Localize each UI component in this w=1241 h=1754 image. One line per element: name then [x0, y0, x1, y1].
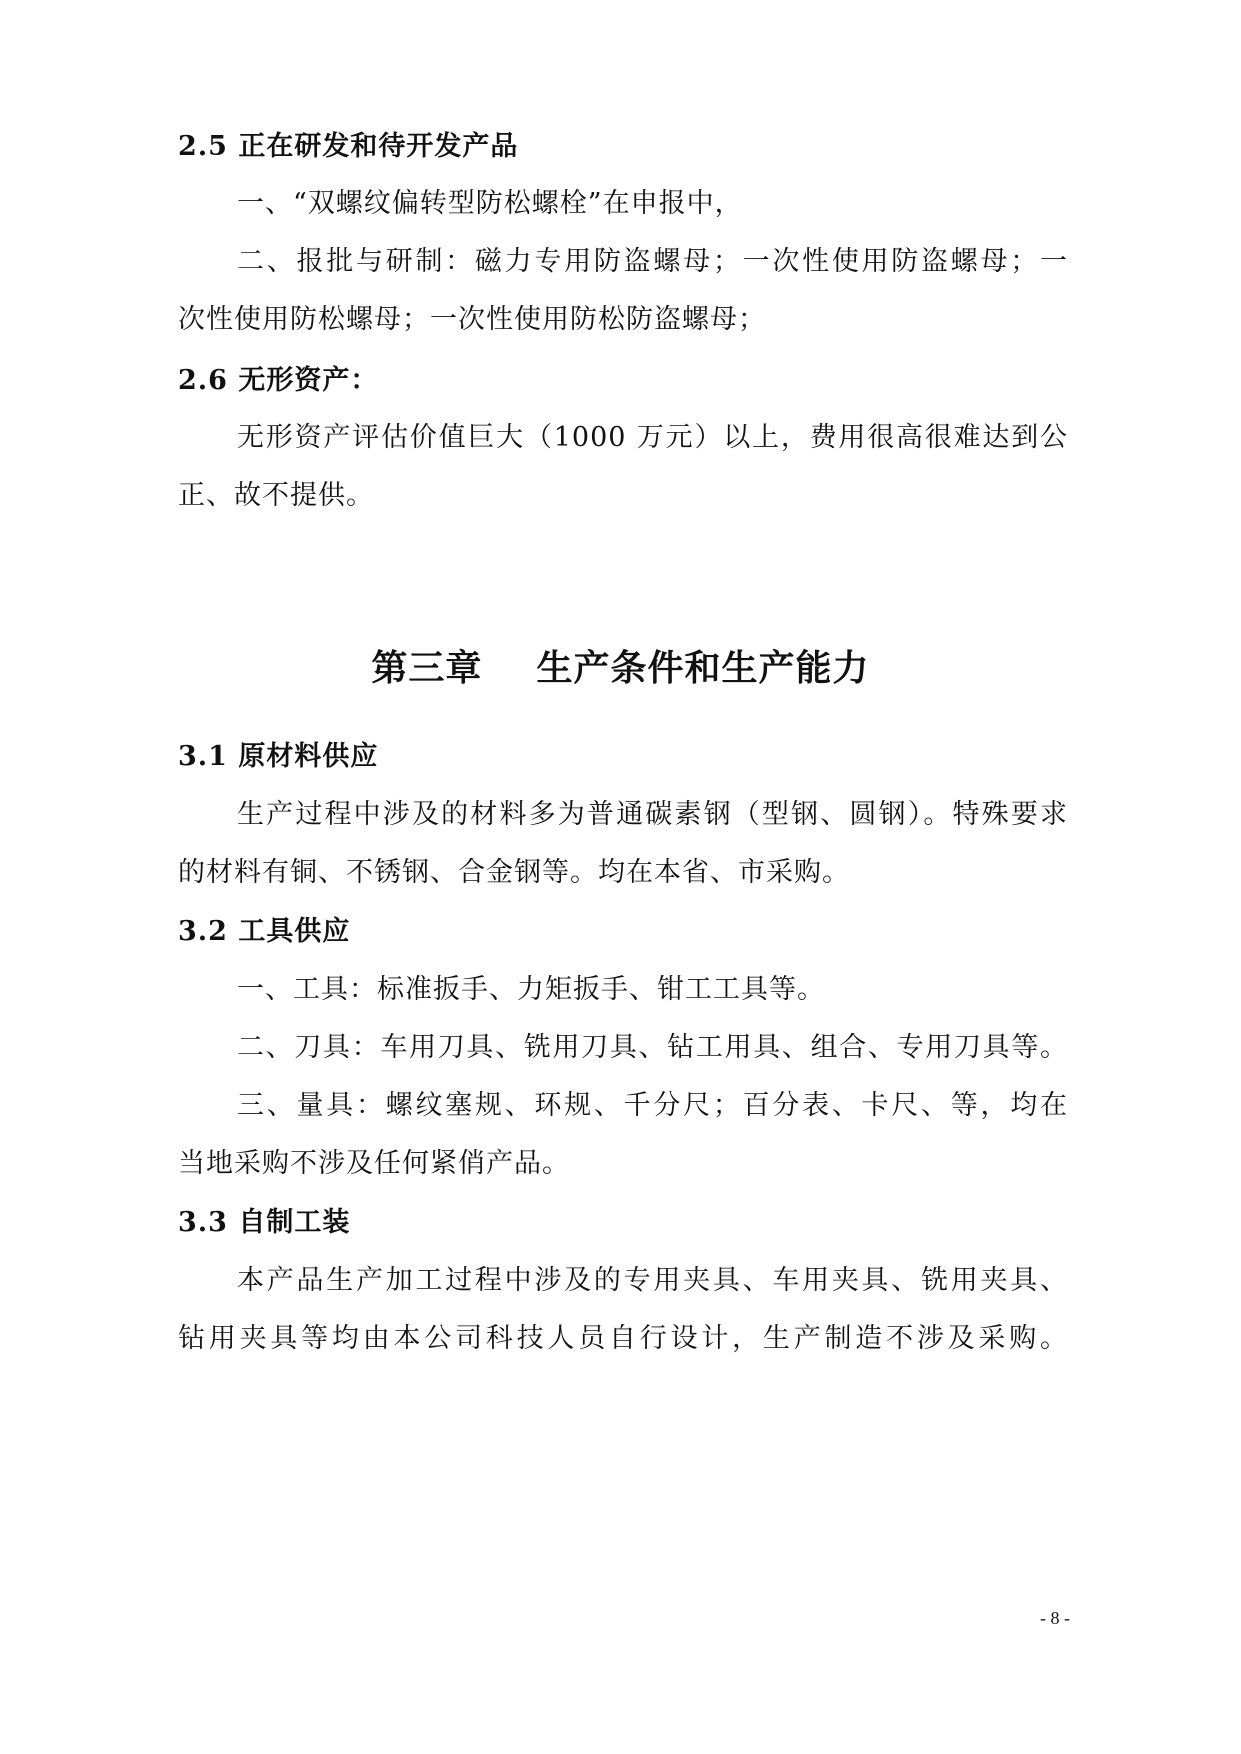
section-heading-2-5: 2.5 正在研发和待开发产品 — [178, 131, 519, 162]
paragraph-3-3-line-1: 本产品生产加工过程中涉及的专用夹具、车用夹具、铣用夹具、 — [237, 1265, 1068, 1296]
paragraph-3-3-line-2: 钻用夹具等均由本公司科技人员自行设计，生产制造不涉及采购。 — [178, 1323, 1068, 1354]
paragraph-2-6-line-2: 正、故不提供。 — [178, 480, 374, 511]
page-number: - 8 - — [1040, 1608, 1070, 1628]
paragraph-2-5-item-1: 一、“双螺纹偏转型防松螺栓”在申报中， — [237, 188, 743, 219]
section-heading-3-1: 3.1 原材料供应 — [178, 741, 379, 772]
section-heading-3-2: 3.2 工具供应 — [178, 916, 351, 947]
paragraph-3-2-item-3-line-2: 当地采购不涉及任何紧俏产品。 — [178, 1148, 570, 1179]
paragraph-3-1-line-1: 生产过程中涉及的材料多为普通碳素钢（型钢、圆钢）。特殊要求 — [237, 799, 1068, 830]
chapter-title: 第三章 生产条件和生产能力 — [371, 647, 870, 689]
paragraph-3-2-item-3-line-1: 三、量具：螺纹塞规、环规、千分尺；百分表、卡尺、等，均在 — [237, 1090, 1068, 1121]
paragraph-2-5-item-2-line-2: 次性使用防松螺母；一次性使用防松防盗螺母； — [178, 304, 766, 335]
paragraph-2-6-line-1: 无形资产评估价值巨大（1000 万元）以上，费用很高很难达到公 — [237, 422, 1068, 453]
paragraph-3-2-item-1: 一、工具：标准扳手、力矩扳手、钳工工具等。 — [237, 974, 825, 1005]
paragraph-3-1-line-2: 的材料有铜、不锈钢、合金钢等。均在本省、市采购。 — [178, 857, 850, 888]
section-heading-3-3: 3.3 自制工装 — [178, 1207, 351, 1238]
paragraph-2-5-item-2-line-1: 二、报批与研制：磁力专用防盗螺母；一次性使用防盗螺母；一 — [237, 246, 1068, 277]
paragraph-3-2-item-2: 二、刀具：车用刀具、铣用刀具、钻工用具、组合、专用刀具等。 — [237, 1032, 1068, 1063]
section-heading-2-6: 2.6 无形资产： — [178, 365, 379, 396]
